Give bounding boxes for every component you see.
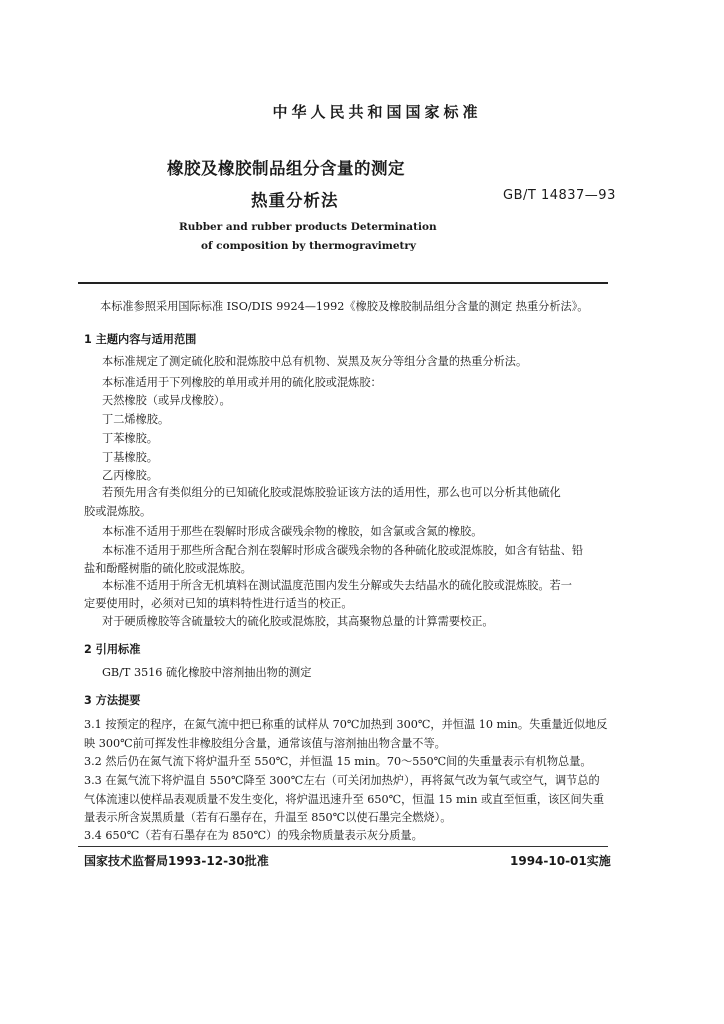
title-chinese-line1: 橡胶及橡胶制品组分含量的测定 (167, 159, 405, 178)
clause-3-3-line2: 气体流速以使样品表观质量不发生变化，将炉温迅速升至 650℃，恒温 15 min 或直至恒重，该区间失重 (84, 793, 605, 806)
rubber-item-5: 乙丙橡胶。 (102, 469, 158, 482)
rubber-item-3: 丁苯橡胶。 (102, 432, 158, 445)
section1-para5-line2: 盐和酚醛树脂的硫化胶或混炼胶。 (84, 562, 252, 575)
clause-3-1-line1: 3.1 按预定的程序，在氮气流中把已称重的试样从 70℃加热到 300℃，并恒温 10 min。失重量近似地反 (84, 718, 608, 731)
rubber-item-2: 丁二烯橡胶。 (102, 413, 170, 426)
section1-para6-line1: 本标准不适用于所含无机填料在测试温度范围内发生分解或失去结晶水的硫化胶或混炼胶。若一 (102, 579, 572, 592)
reference-gb3516: GB/T 3516 硫化橡胶中溶剂抽出物的测定 (102, 666, 312, 679)
title-english-line2: of composition by thermogravimetry (201, 240, 417, 252)
section1-para7: 对于硬质橡胶等含硫量较大的硫化胶或混炼胶，其高聚物总量的计算需要校正。 (102, 615, 494, 628)
standard-number: GB/T 14837—93 (503, 188, 616, 203)
section1-para3-line1: 若预先用含有类似组分的已知硫化胶或混炼胶验证该方法的适用性，那么也可以分析其他硫化 (102, 486, 561, 499)
title-english-line1: Rubber and rubber products Determination (179, 221, 437, 233)
footer-divider (78, 846, 608, 847)
clause-3-3-line3: 量表示所含炭黑质量（若有石墨存在，升温至 850℃以使石墨完全燃烧）。 (84, 811, 452, 824)
section1-para1: 本标准规定了测定硫化胶和混炼胶中总有机物、炭黑及灰分等组分含量的热重分析法。 (102, 355, 528, 368)
clause-3-3-line1: 3.3 在氮气流下将炉温自 550℃降至 300℃左右（可关闭加热炉），再将氮气改为氧气或空气，调节总的 (84, 774, 600, 787)
section1-para5-line1: 本标准不适用于那些所含配合剂在裂解时形成含碳残余物的各种硫化胶或混炼胶，如含有钴盐、铅 (102, 544, 584, 557)
rubber-item-1: 天然橡胶（或异戊橡胶）。 (102, 394, 231, 407)
section3-heading: 3 方法提要 (84, 694, 141, 707)
intro-text: 本标准参照采用国际标准 ISO/DIS 9924—1992《橡胶及橡胶制品组分含量的测定 热重分析法》。 (100, 300, 589, 313)
clause-3-1-line2: 映 300℃前可挥发性非橡胶组分含量，通常该值与溶剂抽出物含量不等。 (84, 737, 446, 750)
header-divider (78, 282, 608, 284)
section1-para6-line2: 定要使用时，必须对已知的填料特性进行适当的校正。 (84, 597, 353, 610)
section1-heading: 1 主题内容与适用范围 (84, 333, 197, 346)
effective-date: 1994-10-01实施 (510, 854, 611, 868)
section1-para3-line2: 胶或混炼胶。 (84, 505, 152, 518)
approval-date: 国家技术监督局1993-12-30批准 (84, 854, 269, 868)
clause-3-4: 3.4 650℃（若有石墨存在为 850℃）的残余物质量表示灰分质量。 (84, 829, 423, 842)
section1-para4: 本标准不适用于那些在裂解时形成含碳残余物的橡胶，如含氯或含氮的橡胶。 (102, 525, 483, 538)
section2-heading: 2 引用标准 (84, 643, 141, 656)
section1-para2: 本标准适用于下列橡胶的单用或并用的硫化胶或混炼胶： (102, 376, 382, 389)
rubber-item-4: 丁基橡胶。 (102, 451, 158, 464)
title-chinese-line2: 热重分析法 (251, 191, 339, 210)
clause-3-2: 3.2 然后仍在氮气流下将炉温升至 550℃，并恒温 15 min。70～550℃间的失重量表示有机物总量。 (84, 755, 592, 768)
standard-org-heading: 中华人民共和国国家标准 (272, 103, 482, 121)
